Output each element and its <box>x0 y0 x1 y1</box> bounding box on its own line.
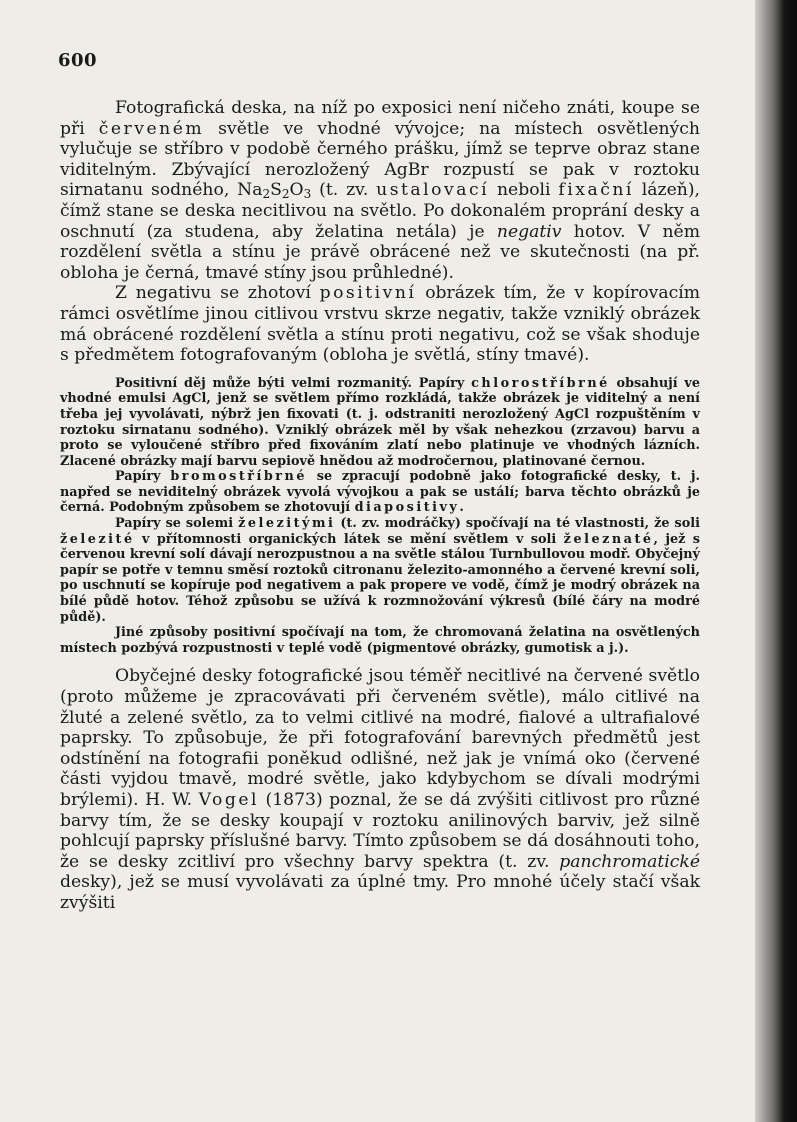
text-run: Z negativu se zhotoví <box>115 283 320 304</box>
text-run: O <box>289 180 304 201</box>
book-binding-shadow <box>755 0 797 1122</box>
spaced-term: bromostříbrné <box>170 469 307 485</box>
text-run: v přítomnosti organických látek se mění světlem v soli <box>134 531 564 547</box>
spaced-term: červeném <box>98 118 205 139</box>
text-run: světle ve vhodné vývojce; na místech osvětlených vylučuje se stříbro v podobě černého prášku, jímž se teprve obraz stane viditelným. Zbývající nerozložený AgBr rozpustí se pak v roztoku sirnatanu sodného, Na <box>60 118 700 201</box>
spaced-term: diapositivy <box>354 500 460 516</box>
spaced-term: Vogel <box>198 789 260 810</box>
paragraph-positive <box>60 283 700 365</box>
text-run: Papíry se solemi <box>115 516 239 532</box>
text-run: obsahují ve vhodné emulsi AgCl, jenž se světlem přímo rozkládá, takže obrázek je viditelný a není třeba jej vyvolávati, nýbrž jen fixovati (t. j. odstraniti nerozložený AgCl rozpuštěním v roztoku sirnatanu sodného). Vzniklý obrázek měl by však nehezkou (zrzavou) barvu a proto se vyloučené stříbro před fixováním zlatí nebo platinuje ve vhodných lázních. Zlacené obrázky mají barvu sepiově hnědou až modročernou, platinované černou. <box>60 375 700 469</box>
spaced-term: fixační <box>558 180 634 201</box>
spaced-term: železitými <box>238 516 336 532</box>
page-text <box>60 98 700 914</box>
subscript: 3 <box>303 187 312 202</box>
small-paragraph-iron-salts <box>60 516 700 625</box>
text-run: . <box>459 500 464 516</box>
small-paragraph-chlorosilver <box>60 376 700 470</box>
spaced-term: chlorostříbrné <box>471 375 610 391</box>
page-number: 600 <box>58 50 98 71</box>
italic-term: panchromatické <box>559 851 700 872</box>
paragraph-photographic-plate <box>60 98 700 283</box>
spaced-term: ustalovací <box>376 180 490 201</box>
spaced-term: železité <box>60 531 135 547</box>
subscript: 2 <box>262 187 271 202</box>
text-run: neboli <box>489 180 559 201</box>
text-run: , jež s červenou krevní solí dávají nerozpustnou a na světle stálou Turnbullovou modř. Obyčejný papír se potře v temnu směsí roztoků citronanu železito-amonného a červené krevní soli, po uschnutí se kopíruje pod negativem a pak propere ve vodě, čímž je modrý obrázek na bílé půdě hotov. Téhož způsobu se užívá k rozmnožování výkresů (bílé čáry na modré půdě). <box>60 531 700 625</box>
spaced-term: železnaté <box>563 531 654 547</box>
text-run: Papíry <box>115 469 171 485</box>
text-run: (t. zv. modráčky) spočívají na té vlastnosti, že soli <box>335 516 700 532</box>
small-paragraph-bromosilver <box>60 469 700 516</box>
text-run: Fotografická deska, na níž po exposici není ničeho znáti, koupe se při <box>60 98 700 139</box>
text-run: (1873) poznal, že se dá zvýšiti citlivost pro různé barvy tím, že se desky koupají v roztoku anilinových barviv, jež silně pohlcují paprsky příslušné barvy. Tímto způsobem se dá dosáhnouti toho, že se desky zcitliví pro všechny barvy spektra (t. zv. <box>60 789 700 872</box>
text-run: S <box>270 180 282 201</box>
text-run: Jiné způsoby positivní spočívají na tom, že chromovaná želatina na osvětlených místech pozbývá rozpustnosti v teplé vodě (pigmentové obrázky, gumotisk a j.). <box>60 625 700 656</box>
text-run: hotov. V něm rozdělení světla a stínu je právě obrácené než ve skutečnosti (na př. obloha je černá, tmavé stíny jsou průhledné). <box>60 221 700 283</box>
text-run: lázeň), čímž stane se deska necitlivou na světlo. Po dokonalém proprání desky a oschnutí (za studena, aby želatina netála) je <box>60 180 700 242</box>
spaced-term: positivní <box>319 283 417 304</box>
small-paragraph-other-methods <box>60 625 700 656</box>
text-run: obrázek tím, že v kopírovacím rámci osvětlíme jinou citlivou vrstvu skrze negativ, takže vzniklý obrázek má obrácené rozdělení světla a stínu proti negativu, což se však shoduje s předmětem fotografovaným (obloha je světlá, stíny tmavé). <box>60 283 700 366</box>
text-run: desky), jež se musí vyvolávati za úplné tmy. Pro mnohé účely stačí však zvýšiti <box>60 872 700 913</box>
text-run: se zpracují podobně jako fotografické desky, t. j. napřed se neviditelný obrázek vyvolá vývojkou a pak se ustálí; barva těchto obrázků je černá. Podobným způsobem se zhotovují <box>60 469 700 516</box>
text-run: (t. zv. <box>311 180 377 201</box>
paragraph-color-sensitivity <box>60 666 700 913</box>
italic-term: negativ <box>496 221 562 242</box>
text-run: Obyčejné desky fotografické jsou téměř necitlivé na červené světlo (proto můžeme je zpracovávati při červeném světle), málo citlivé na žluté a zelené světlo, za to velmi citlivé na modré, fialové a ultrafialové paprsky. To způsobuje, že při fotografování barevných předmětů jest odstínění na fotografii poněkud odlišné, než jak je vnímá oko (červené části vyjdou tmavě, modré světle, jako kdybychom se dívali modrými brýlemi). H. W. <box>60 666 700 810</box>
subscript: 2 <box>281 187 290 202</box>
text-run: Positivní děj může býti velmi rozmanitý. Papíry <box>115 375 472 391</box>
